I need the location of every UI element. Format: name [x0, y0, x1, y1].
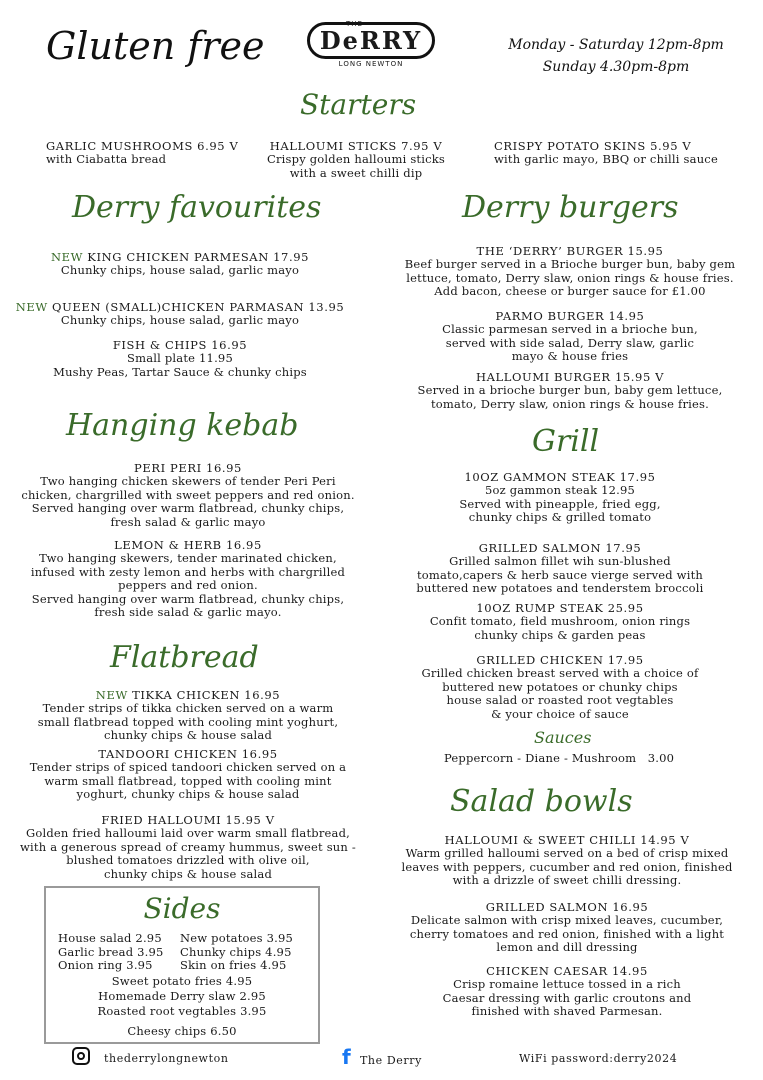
side-item: Skin on fries 4.95 — [180, 958, 287, 972]
hours-sunday: Sunday 4.30pm-8pm — [542, 59, 690, 75]
item-desc-line: Tender strips of spiced tandoori chicken served on a — [29, 760, 347, 774]
side-item: Sweet potato fries 4.95 — [111, 974, 253, 988]
grill-heading: Grill — [532, 424, 600, 459]
item-desc: Small plate 11.95 — [127, 351, 233, 365]
flatbread-item — [2, 688, 374, 743]
item-name: TANDOORI CHICKEN 16.95 — [98, 747, 278, 761]
side-item: House salad 2.95 — [58, 931, 162, 945]
item-name: THE ‘DERRY’ BURGER 15.95 — [476, 244, 664, 258]
item-name: QUEEN (SMALL)CHICKEN PARMASAN 13.95 — [47, 300, 345, 314]
item-name: TIKKA CHICKEN 16.95 — [127, 688, 281, 702]
favourite-item — [10, 250, 350, 278]
grill-item — [392, 470, 728, 525]
sides-heading: Sides — [143, 892, 221, 925]
starters-heading: Starters — [300, 88, 417, 121]
salad-item — [380, 964, 754, 1019]
item-desc-line: tomato, Derry slaw, onion rings & house fries. — [430, 396, 710, 411]
salad-item — [380, 833, 754, 888]
starter-item — [46, 139, 238, 167]
item-desc-line: fresh salad & garlic mayo — [110, 514, 266, 529]
starter-name: GARLIC MUSHROOMS 6.95 V — [46, 139, 239, 153]
item-desc-line: Beef burger served in a Brioche burger bun, baby gem — [404, 257, 736, 271]
starter-name: HALLOUMI STICKS 7.95 V — [269, 139, 443, 153]
item-desc-line: lettuce, tomato, Derry slaw, onion rings & house fries. — [406, 270, 734, 285]
item-name: LEMON & HERB 16.95 — [114, 538, 262, 552]
item-desc-line: warm small flatbread, topped with cooling mint — [44, 773, 332, 788]
item-desc-line: small flatbread topped with cooling mint yoghurt, — [37, 714, 339, 729]
item-desc-line: peppers and red onion. — [118, 578, 258, 592]
facebook-icon[interactable]: f — [342, 1045, 351, 1069]
item-desc: Chunky chips, house salad, garlic mayo — [60, 313, 300, 327]
item-desc-line: Grilled salmon fillet wih sun-blushed — [449, 554, 671, 568]
item-name: FISH & CHIPS 16.95 — [112, 338, 248, 352]
item-desc-line: Golden fried halloumi laid over warm small flatbread, — [25, 826, 351, 840]
salad-item — [380, 900, 754, 955]
menu-title: Gluten free — [46, 24, 265, 68]
grill-item — [392, 601, 728, 642]
item-desc-line: lemon and dill dressing — [496, 940, 638, 954]
new-badge: NEW — [15, 300, 48, 314]
side-item: Garlic bread 3.95 — [58, 944, 164, 959]
item-desc-line: with a generous spread of creamy hummus, sweet sun - — [20, 839, 356, 854]
starter-desc: with a sweet chilli dip — [289, 165, 423, 180]
item-desc-line: finished with shaved Parmesan. — [471, 1004, 663, 1018]
item-desc-line: Served with pineapple, fried egg, — [459, 496, 661, 511]
starter-desc: with garlic mayo, BBQ or chilli sauce — [494, 152, 718, 166]
item-desc-line: Served hanging over warm flatbread, chunky chips, — [31, 501, 345, 515]
kebab-heading: Hanging kebab — [66, 408, 299, 443]
item-desc-line: & your choice of sauce — [491, 706, 629, 721]
item-desc-line: chunky chips & grilled tomato — [468, 510, 652, 524]
item-desc: Mushy Peas, Tartar Sauce & chunky chips — [53, 364, 307, 379]
item-desc: Chunky chips, house salad, garlic mayo — [60, 263, 300, 277]
item-desc-line: served with side salad, Derry slaw, garlic — [445, 335, 695, 350]
side-item: Cheesy chips 6.50 — [127, 1024, 237, 1038]
item-name: 10OZ GAMMON STEAK 17.95 — [464, 470, 656, 484]
new-badge: NEW — [50, 250, 84, 264]
sides-center — [46, 974, 318, 1039]
side-item: Homemade Derry slaw 2.95 — [98, 989, 266, 1003]
starter-item — [494, 139, 718, 167]
item-desc-line: chunky chips & garden peas — [474, 627, 646, 642]
side-item: Chunky chips 4.95 — [180, 944, 292, 959]
item-desc-line: Grilled chicken breast served with a choice of — [421, 666, 699, 680]
favourite-item — [10, 300, 350, 328]
item-name: PERI PERI 16.95 — [134, 461, 242, 475]
burger-item — [392, 244, 748, 299]
item-desc-line: Served in a brioche burger bun, baby gem lettuce, — [417, 383, 723, 397]
sauces-list: Peppercorn - Diane - Mushroom 3.00 — [444, 751, 675, 765]
favourites-heading: Derry favourites — [72, 190, 322, 225]
item-desc-line: tomato,capers & herb sauce vierge served with — [416, 567, 704, 582]
favourite-item — [10, 338, 350, 379]
item-desc-line: Crisp romaine lettuce tossed in a rich — [453, 977, 681, 991]
item-desc-line: chicken, chargrilled with sweet peppers and red onion. — [21, 487, 355, 502]
item-desc-line: Tender strips of tikka chicken served on a warm — [42, 701, 334, 715]
item-name: GRILLED CHICKEN 17.95 — [476, 653, 644, 667]
flatbread-heading: Flatbread — [110, 640, 259, 675]
item-desc-line: blushed tomatoes drizzled with olive oil, — [66, 853, 310, 867]
sides-box — [44, 886, 320, 1044]
item-desc-line: chunky chips & house salad — [103, 866, 273, 881]
item-name: FRIED HALLOUMI 15.95 V — [101, 813, 275, 827]
new-badge: NEW — [95, 688, 128, 702]
item-desc-line: Two hanging chicken skewers of tender Peri Peri — [40, 474, 336, 488]
item-desc-line: Two hanging skewers, tender marinated chicken, — [39, 551, 337, 565]
instagram-handle[interactable]: thederrylongnewton — [104, 1052, 229, 1065]
item-desc-line: buttered new potatoes and tenderstem broccoli — [416, 581, 704, 595]
side-item: Onion ring 3.95 — [58, 958, 153, 972]
item-name: CHICKEN CAESAR 14.95 — [486, 964, 648, 978]
item-desc-line: yoghurt, chunky chips & house salad — [76, 787, 300, 801]
starter-name: CRISPY POTATO SKINS 5.95 V — [494, 139, 692, 153]
starter-desc: with Ciabatta bread — [46, 152, 167, 166]
item-name: 10OZ RUMP STEAK 25.95 — [476, 601, 644, 615]
kebab-item — [2, 461, 374, 529]
item-desc-line: infused with zesty lemon and herbs with chargrilled — [30, 564, 346, 579]
wifi-password: WiFi password:derry2024 — [519, 1052, 678, 1065]
item-desc-line: chunky chips & house salad — [103, 728, 273, 742]
item-desc-line: leaves with peppers, cucumber and red onion, finished — [401, 859, 733, 874]
item-desc-line: house salad or roasted root vegtables — [446, 693, 674, 707]
side-item: Roasted root vegtables 3.95 — [97, 1004, 267, 1018]
item-name: GRILLED SALMON 16.95 — [485, 900, 649, 914]
item-desc-line: with a drizzle of sweet chilli dressing. — [452, 873, 682, 887]
salads-heading: Salad bowls — [450, 784, 633, 819]
sauces-heading: Sauces — [534, 728, 592, 747]
kebab-item — [2, 538, 374, 620]
sides-left-col — [58, 932, 164, 973]
item-name: HALLOUMI & SWEET CHILLI 14.95 V — [444, 833, 690, 847]
item-desc-line: Served hanging over warm flatbread, chunky chips, — [31, 591, 345, 606]
item-name: GRILLED SALMON 17.95 — [478, 541, 642, 555]
item-name: KING CHICKEN PARMESAN 17.95 — [83, 250, 310, 264]
sides-right-col — [180, 932, 293, 973]
item-desc-line: Confit tomato, field mushroom, onion rings — [429, 614, 691, 628]
item-desc-line: Add bacon, cheese or burger sauce for £1.00 — [434, 284, 706, 298]
burger-item — [392, 370, 748, 411]
item-desc-line: Warm grilled halloumi served on a bed of crisp mixed — [405, 846, 729, 860]
side-item: New potatoes 3.95 — [180, 931, 294, 945]
grill-item — [392, 653, 728, 721]
derry-logo — [306, 22, 436, 68]
burger-item — [392, 309, 748, 364]
burgers-heading: Derry burgers — [462, 190, 679, 225]
opening-hours — [500, 34, 732, 78]
hours-weekday: Monday - Saturday 12pm-8pm — [508, 37, 724, 53]
flatbread-item — [2, 747, 374, 802]
logo-top: THE — [346, 20, 363, 28]
item-desc-line: mayo & house fries — [511, 349, 629, 363]
item-name: PARMO BURGER 14.95 — [495, 309, 645, 323]
item-desc-line: fresh side salad & garlic mayo. — [94, 605, 282, 619]
item-desc-line: Delicate salmon with crisp mixed leaves, cucumber, — [410, 913, 724, 927]
item-desc-line: cherry tomatoes and red onion, finished with a light — [409, 926, 725, 941]
item-desc-line: Caesar dressing with garlic croutons and — [442, 990, 692, 1005]
item-desc-line: 5oz gammon steak 12.95 — [484, 483, 636, 497]
logo-sub: LONG NEWTON — [338, 60, 404, 68]
starter-item — [256, 139, 456, 180]
item-desc-line: buttered new potatoes or chunky chips — [442, 679, 678, 694]
item-name: HALLOUMI BURGER 15.95 V — [475, 370, 665, 384]
item-desc-line: Classic parmesan served in a brioche bun, — [442, 322, 698, 336]
facebook-name[interactable]: The Derry — [360, 1054, 422, 1067]
starter-desc: Crispy golden halloumi sticks — [266, 152, 446, 166]
logo-main: DeRRY — [307, 22, 435, 59]
flatbread-item — [2, 813, 374, 881]
instagram-icon[interactable] — [72, 1047, 90, 1065]
grill-item — [392, 541, 728, 596]
